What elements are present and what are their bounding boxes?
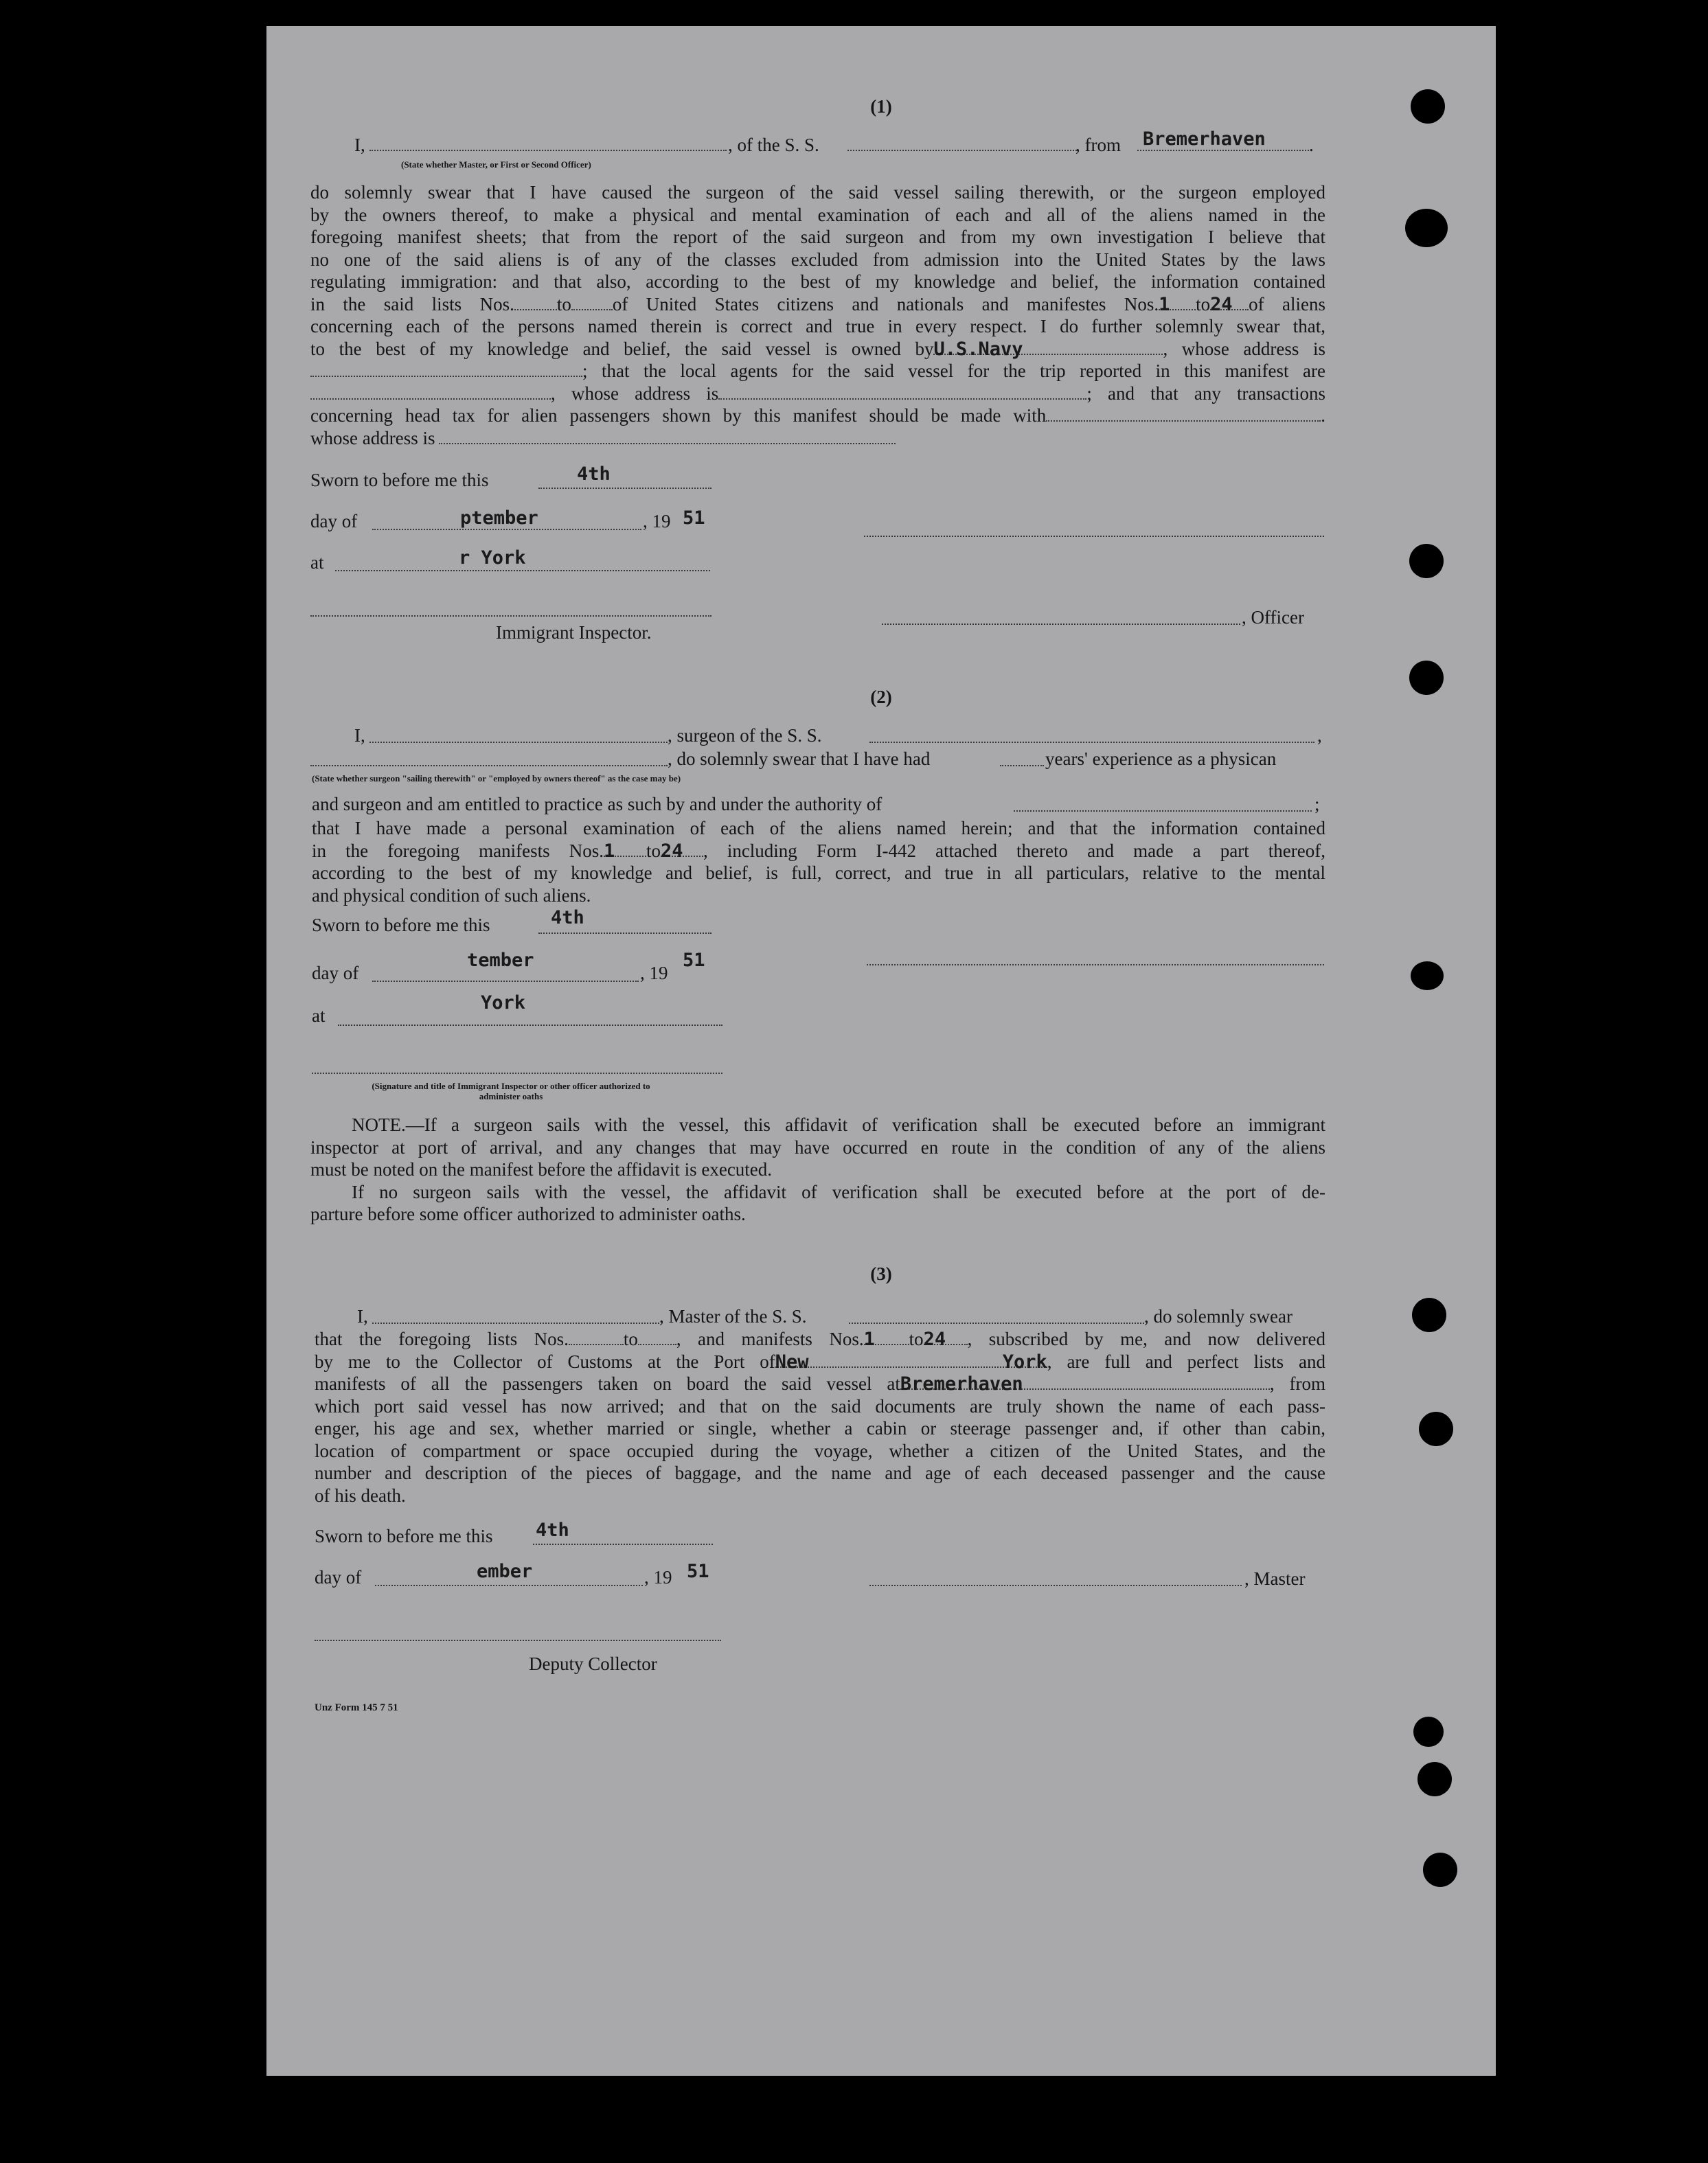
s1-body-line: do solemnly swear that I have caused the surgeon of the said vessel sailing therewith, or the surgeon employed [310, 182, 1325, 203]
whose-address-label: whose address is [310, 427, 435, 448]
s3-lists-from-field[interactable] [569, 1329, 624, 1345]
s1-body-line: by the owners thereof, to make a physical and mental examination of each and all of the aliens named in the [310, 204, 1325, 225]
note-block [310, 1114, 1325, 1226]
section-2-number: (2) [870, 687, 892, 707]
s3-body [315, 1328, 1325, 1507]
s2-sworn-label: Sworn to before me this [312, 915, 490, 935]
surgeon-name-field[interactable] [369, 742, 668, 743]
s3-lists-line [315, 1328, 1325, 1351]
note-line: parture before some officer authorized to administer oaths. [310, 1204, 746, 1224]
s3-master-title: , Master [1244, 1568, 1306, 1589]
s3-embark-port-value: Bremerhaven [900, 1373, 1270, 1390]
s1-agents-line [310, 360, 1325, 382]
s1-sworn-day-value: 4th [577, 464, 611, 485]
s3-body-line: enger, his age and sex, whether married or single, whether a cabin or steerage passenger and, if other than cabin, [315, 1418, 1325, 1439]
s2-body-line: and physical condition of such aliens. [312, 884, 591, 906]
agents-field[interactable] [310, 383, 551, 400]
punch-hole [1411, 89, 1445, 124]
authority-field[interactable] [1014, 810, 1312, 812]
s2-place-field[interactable] [338, 1025, 722, 1026]
s2-year-prefix: , 19 [640, 963, 668, 983]
s3-to2-label: to [909, 1329, 924, 1349]
s2-place-value: York [481, 992, 526, 1014]
punch-hole [1411, 961, 1444, 990]
section-3-number: (3) [870, 1263, 892, 1284]
lists-to-field[interactable] [571, 294, 613, 310]
s3-i-label: I, [357, 1306, 368, 1327]
s3-port-line [315, 1351, 1325, 1373]
s1-year-prefix: , 19 [643, 511, 671, 531]
s1-dayof-label: day of [310, 511, 358, 531]
form-identifier: Unz Form 145 7 51 [315, 1702, 398, 1713]
s3-subscribed-label: , subscribed by me, and now delivered [967, 1329, 1326, 1349]
s3-passengers-label: manifests of all the passengers taken on board the said vessel at [315, 1373, 900, 1394]
s2-month-value: tember [467, 950, 534, 971]
manifest-to-label: to [1196, 293, 1211, 314]
s3-full-lists-label: , are full and perfect lists and [1047, 1351, 1325, 1372]
s3-dayof-label: day of [315, 1567, 362, 1588]
agents-label: ; that the local agents for the said vessel for the trip reported in this manifest are [582, 360, 1325, 381]
form-page: (1) I, , of the S. S. , from Bremerhaven . (State whether Master, or First or Second Officer) do solemnly swear that I have caused the surgeon of the said vessel sailing therewith, or the surgeon employed by the owners thereof, to make a physical and mental examination of each and all of the aliens named in the foregoing manifest sheets; that from the report of the said surgeon and from my own investigation I believe that no one of the said aliens is of any of the classes excluded from admission into the United States by the laws regulating immigration: and that also, according to the best of my knowledge and belief, the information contained in the said lists Nos. to of United States citizens and nationals and manifestes Nos.1 to24 of aliens concerning each of the persons named therein is correct and true in every respect. I do further solemnly swear that, to the best of my knowledge and belief, the said vessel is owned byU.S.Navy , whose address is ; that the local agents for the said vessel for the trip reported in this manifest are , whose address is ; and that any transactions concerning head tax for alien passengers shown by this manifest should be made with . whose address is Sworn to before me this 4th day of ptember , 19 51 at r York , Officer Immigrant Inspector. (2) I, , surgeon of the S. S. , , do solemnly swear that I have had years' experience as a physican (State whether surgeon "sailing therewith" or "employed by owners thereof" as the case may be) and surgeon and am entitled to practice as such by and under the authority of ; that I have made a personal examination of each of the aliens named herein; and that the information contained in the foregoing manifests Nos.1 to24 , including Form I-442 attached thereto and made a part thereof, according to the best of my knowledge and belief, is full, correct, and true in all particulars, relative to the mental and physical condition of such aliens. Sworn to before me this 4th day of tember , 19 51 at York (Signature and title of Immigrant Inspector or other officer authorized to administer oaths NOTE.—If a surgeon sails with the vessel, this affidavit of verification shall be executed before an immigrant inspector at port of arrival, and any changes that may have occurred en route in the condition of any of the aliens must be noted on the manifest before the affidavit is executed. If no surgeon sails with the vessel, the affidavit of verification shall be executed before at the port of de- parture before some officer authorized to administer oaths. (3) I, , Master of the S. S. , do solemnly swear that the foregoing lists Nos. to , and manifests Nos.1 to24 , subscribed by me, and now delivered by me to the Collector of Customs at the Port ofNew York, are full and perfect lists and manifests of all the passengers taken on board the said vessel atBremerhaven , from which port said vessel has now arrived; and that on the said documents are truly shown the name of each pass- enger, his age and sex, whether married or single, whether a cabin or steerage passenger and, if other than cabin, location of compartment or space occupied during the voyage, whether a citizen of the United States, and the number and description of the pieces of baggage, and the name and age of each deceased passenger and the cause of his death. Sworn to before me this 4th day of ember , 19 51 , Master Deputy Collector Unz Form 145 7 51 [266, 26, 1496, 2076]
s3-body-line: which port said vessel has now arrived; and that on the said documents are truly shown the name of each pass- [315, 1395, 1325, 1417]
s3-manifests-label: , and manifests Nos. [676, 1329, 864, 1349]
s1-body [310, 181, 1325, 449]
s1-month-value: ptember [460, 507, 538, 529]
s3-from-label: , from [1269, 1373, 1325, 1394]
owner-label: to the best of my knowledge and belief, the said vessel is owned by [310, 338, 934, 359]
punch-hole [1405, 209, 1448, 247]
s1-place-value: r York [459, 547, 526, 569]
s3-year-prefix: , 19 [644, 1567, 672, 1588]
s2-i-label: I, [354, 725, 365, 746]
departure-port-value: Bremerhaven [1143, 128, 1266, 150]
s2-to-label: to [646, 840, 661, 861]
s3-to-label: to [623, 1329, 638, 1349]
s1-body-line: concerning each of the persons named therein is correct and true in every respect. I do further solemnly swear that, [310, 316, 1325, 336]
s1-headtax-line: concerning head tax for alien passengers shown by this manifest should be made with . [310, 405, 1325, 426]
s1-inspector-sig-field[interactable] [310, 615, 711, 617]
lists-label: in the said lists Nos. [310, 293, 514, 314]
s1-year-value: 51 [683, 507, 705, 529]
transactions-label: ; and that any transactions [1086, 382, 1325, 404]
s1-ss-label: , of the S. S. [728, 135, 819, 155]
s2-physician-label: years' experience as a physican [1045, 748, 1277, 769]
s1-officer-label: , Officer [1242, 607, 1304, 628]
s2-manifests-label: in the foregoing manifests Nos. [312, 840, 604, 861]
note-line: must be noted on the manifest before the affidavit is executed. [310, 1159, 773, 1180]
s1-i-label: I, [354, 135, 365, 155]
s2-ship-field[interactable] [869, 742, 1314, 743]
s3-manifest-to-value: 24 [924, 1329, 968, 1345]
s1-lists-line [310, 293, 1325, 316]
s3-embark-line [315, 1373, 1325, 1395]
s3-year-value: 51 [687, 1561, 709, 1582]
s3-lists-label: that the foregoing lists Nos. [315, 1329, 569, 1349]
punch-hole [1409, 661, 1444, 695]
headtax-label: concerning head tax for alien passengers shown by this manifest should be made with [310, 405, 1047, 426]
s1-agents-address-line [310, 382, 1325, 405]
note-line: NOTE.—If a surgeon sails with the vessel, this affidavit of verification shall be executed before an immigrant [352, 1114, 1325, 1135]
manifest-from-value: 1 [1159, 294, 1196, 310]
owner-address-label: , whose address is [1163, 338, 1325, 359]
departure-port-field[interactable] [1137, 150, 1309, 151]
note-line: If no surgeon sails with the vessel, the affidavit of verification shall be executed before at the port of de- [352, 1181, 1325, 1202]
s3-body-line: of his death. [315, 1485, 406, 1506]
s1-body-line: regulating immigration: and that also, according to the best of my knowledge and belief, the information contained [310, 271, 1325, 292]
s2-manifest-to-value: 24 [661, 840, 703, 857]
lists-from-field[interactable] [514, 294, 557, 310]
s2-comma: , [1317, 725, 1322, 746]
ship-name-field[interactable] [847, 150, 1077, 151]
s2-manifest-from-value: 1 [604, 840, 646, 857]
s3-master-sig-field[interactable] [869, 1585, 1242, 1586]
years-experience-field[interactable] [1000, 765, 1044, 766]
s1-whose-address-line [310, 427, 1325, 450]
s2-year-value: 51 [683, 950, 705, 971]
s3-body-line: number and description of the pieces of baggage, and the name and age of each deceased passenger and the cause [315, 1463, 1325, 1483]
s1-inspector-label: Immigrant Inspector. [496, 622, 652, 643]
owner-address-field[interactable] [310, 360, 582, 377]
s1-owner-line [310, 338, 1325, 360]
s3-sworn-label: Sworn to before me this [315, 1526, 493, 1546]
surgeon-status-field[interactable] [310, 765, 668, 766]
s2-signature-note: (Signature and title of Immigrant Inspector or other officer authorized to administer oaths [372, 1081, 650, 1101]
punch-hole [1409, 544, 1444, 578]
officer-rank-field[interactable] [369, 150, 727, 151]
s1-place-field[interactable] [335, 570, 710, 571]
s2-at-label: at [312, 1005, 326, 1026]
s1-sworn-day-field[interactable] [538, 488, 711, 489]
s1-at-label: at [310, 552, 324, 573]
s3-master-label: , Master of the S. S. [659, 1306, 807, 1327]
headtax-field[interactable] [1046, 405, 1321, 422]
s2-status-note: (State whether surgeon "sailing therewith" or "employed by owners thereof" as the case may be) [312, 773, 681, 783]
punch-hole [1423, 1853, 1457, 1887]
punch-hole [1417, 1762, 1452, 1796]
s3-month-field[interactable] [375, 1585, 643, 1586]
manifest-to-value: 24 [1210, 294, 1249, 310]
s2-signature-field[interactable] [867, 964, 1324, 965]
s3-month-value: ember [477, 1561, 533, 1582]
s3-sworn-day-field[interactable] [533, 1544, 713, 1545]
s2-authority-label: and surgeon and am entitled to practice as such by and under the authority of [312, 794, 883, 814]
s1-body-line: foregoing manifest sheets; that from the report of the said surgeon and from my own investigation I believe that [310, 227, 1325, 247]
s2-ss-label: , surgeon of the S. S. [668, 725, 822, 746]
s3-sworn-day-value: 4th [536, 1520, 569, 1541]
s1-body-line: no one of the said aliens is of any of the classes excluded from admission into the United States by the laws [310, 249, 1325, 270]
manifests-label: of United States citizens and nationals and manifestes Nos. [612, 293, 1159, 314]
s2-dayof-label: day of [312, 963, 359, 983]
s3-deputy-sig-field[interactable] [315, 1640, 721, 1641]
s3-arrival-port-value: New York [775, 1351, 1047, 1373]
punch-hole [1413, 1717, 1444, 1747]
lists-to-label: to [556, 293, 571, 314]
s3-deputy-label: Deputy Collector [529, 1653, 657, 1674]
s3-manifest-from-value: 1 [864, 1329, 909, 1345]
s2-form-label: , including Form I-442 attached thereto and made a part thereof, [703, 840, 1325, 861]
whose-address-field[interactable] [439, 428, 896, 444]
s2-inspector-sig-field[interactable] [312, 1073, 722, 1074]
s1-officer-field[interactable] [882, 623, 1240, 625]
s2-sworn-day-field[interactable] [538, 932, 711, 934]
s3-collector-label: by me to the Collector of Customs at the Port of [315, 1351, 775, 1372]
s2-month-field[interactable] [372, 981, 639, 982]
punch-hole [1412, 1298, 1446, 1332]
aliens-label: of aliens [1249, 293, 1325, 314]
note-line: inspector at port of arrival, and any changes that may have occurred en route in the condition of any of the aliens [310, 1136, 1325, 1158]
s1-from-label: , from [1075, 135, 1121, 155]
s2-body-line: that I have made a personal examination of each of the aliens named herein; and that the information contained [312, 818, 1325, 838]
s2-body-line: according to the best of my knowledge and belief, is full, correct, and true in all particulars, relative to the mental [312, 862, 1325, 883]
s3-swear-label: , do solemnly swear [1144, 1306, 1293, 1327]
s2-experience-label: , do solemnly swear that I have had [668, 748, 931, 769]
s2-body [312, 817, 1325, 906]
master-name-field[interactable] [372, 1323, 659, 1324]
s2-sworn-day-value: 4th [551, 907, 584, 928]
s1-signature-field[interactable] [864, 536, 1324, 537]
s1-sworn-label: Sworn to before me this [310, 470, 489, 490]
s2-manifests-line [312, 840, 1325, 862]
s1-month-field[interactable] [372, 529, 641, 530]
s3-ship-field[interactable] [849, 1323, 1144, 1324]
s1-end-period: . [1309, 135, 1314, 155]
punch-hole [1419, 1412, 1453, 1446]
owner-value: U.S.Navy [933, 339, 1163, 355]
s3-lists-to-field[interactable] [638, 1329, 676, 1345]
agents-address-field[interactable] [718, 383, 1086, 400]
s3-body-line: location of compartment or space occupied during the voyage, whether a citizen of the United States, and the [315, 1440, 1325, 1461]
agents-address-label: , whose address is [551, 382, 719, 404]
section-1-number: (1) [870, 96, 892, 117]
s1-rank-note: (State whether Master, or First or Second Officer) [401, 159, 591, 170]
